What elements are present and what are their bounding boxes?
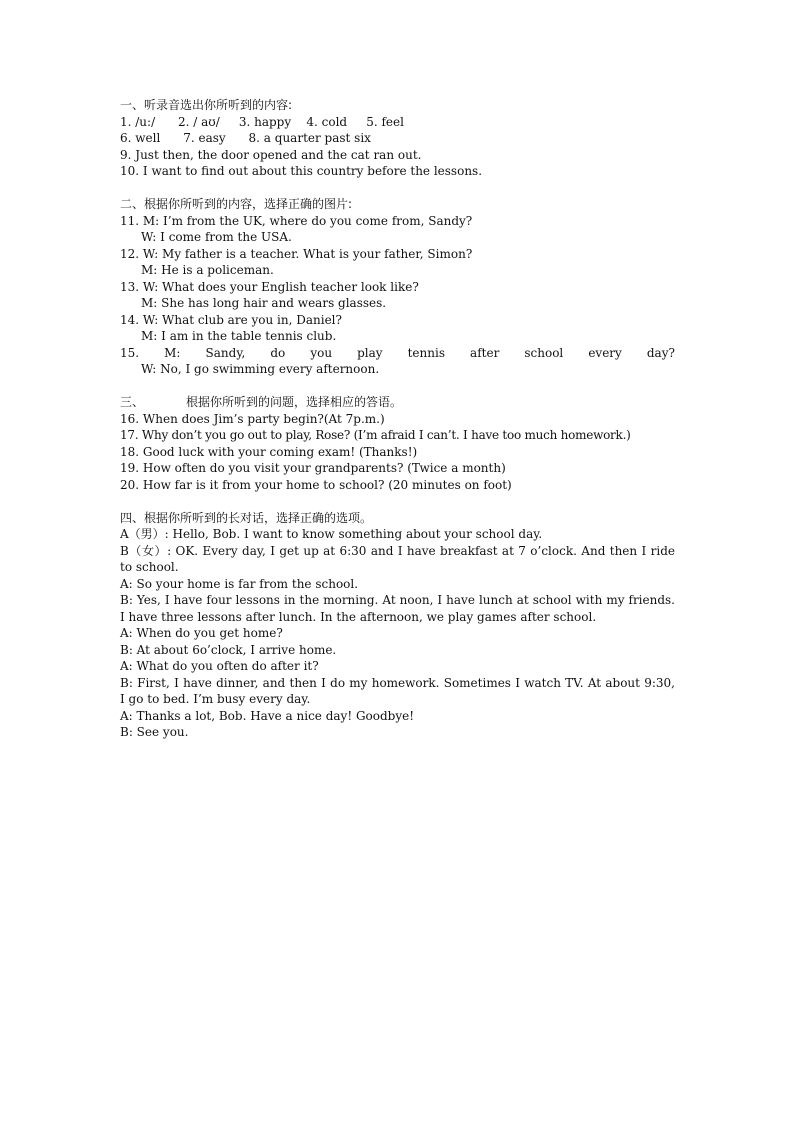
item15-word: you — [310, 345, 333, 360]
section2-item-15-question — [120, 345, 675, 362]
section1-line-2: 6. well 7. easy 8. a quarter past six — [120, 131, 371, 145]
section3-heading-text: 根据你所听到的问题，选择相应的答语。 — [186, 395, 403, 409]
section3-line-19: 19. How often do you visit your grandparents? (Twice a month) — [120, 461, 506, 475]
item15-word: 15. — [120, 345, 140, 360]
section2-item-13-question: 13. W: What does your English teacher look like? — [120, 279, 419, 294]
dialogue-line: B: At about 6o’clock, I arrive home. — [120, 642, 337, 657]
document-page — [120, 97, 675, 741]
section2-item-13-answer: M: She has long hair and wears glasses. — [141, 296, 387, 310]
section3-heading-prefix: 三、 — [120, 395, 145, 409]
section1-line-3: 9. Just then, the door opened and the cat ran out. — [120, 147, 422, 162]
item15-word: day? — [646, 345, 675, 360]
section3-line-20: 20. How far is it from your home to school? (20 minutes on foot) — [120, 477, 512, 492]
item15-word: M: — [164, 345, 181, 360]
section2-item-11-question: 11. M: I’m from the UK, where do you come from, Sandy? — [120, 213, 473, 228]
section2-item-14-question: 14. W: What club are you in, Daniel? — [120, 312, 342, 327]
item15-word: school — [524, 345, 564, 360]
section2-item-15-answer: W: No, I go swimming every afternoon. — [141, 362, 380, 376]
spacer — [120, 180, 675, 197]
item15-word: Sandy, — [205, 345, 246, 360]
dialogue-line: A（男）: Hello, Bob. I want to know something about your school day. — [120, 527, 543, 541]
section2-item-11-answer: W: I come from the USA. — [141, 230, 292, 244]
item15-word: every — [588, 345, 622, 360]
section3-heading — [120, 394, 675, 411]
dialogue-line: A: When do you get home? — [120, 626, 283, 640]
item15-word: play — [357, 345, 383, 360]
section3-line-18: 18. Good luck with your coming exam! (Thanks!) — [120, 444, 418, 459]
spacer — [120, 378, 675, 395]
section1-line-1: 1. /u:/ 2. / aʊ/ 3. happy 4. cold 5. feel — [120, 114, 404, 129]
item15-word: after — [470, 345, 500, 360]
dialogue-line: A: What do you often do after it? — [120, 659, 319, 673]
dialogue-line: A: So your home is far from the school. — [120, 576, 359, 591]
section1-line-4: 10. I want to find out about this country before the lessons. — [120, 164, 483, 178]
section2-item-12-answer: M: He is a policeman. — [141, 263, 274, 277]
section1-heading: 一、听录音选出你所听到的内容: — [120, 98, 293, 112]
spacer — [120, 493, 675, 510]
section2-item-12-question: 12. W: My father is a teacher. What is your father, Simon? — [120, 246, 473, 261]
item15-word: do — [270, 345, 286, 360]
section2-heading: 二、根据你所听到的内容，选择正确的图片: — [120, 197, 353, 211]
section3-line-16: 16. When does Jim’s party begin?(At 7p.m.) — [120, 411, 385, 426]
item15-word: tennis — [407, 345, 445, 360]
dialogue-line: B: First, I have dinner, and then I do my homework. Sometimes I watch TV. At about 9:30, I go to bed. I’m busy every day. — [120, 675, 675, 706]
section2-item-14-answer: M: I am in the table tennis club. — [141, 329, 337, 343]
dialogue-line: B: See you. — [120, 725, 189, 739]
section3-line-17: 17. Why don’t you go out to play, Rose? (I’m afraid I can’t. I have too much homework.) — [120, 428, 631, 442]
dialogue-line: A: Thanks a lot, Bob. Have a nice day! Goodbye! — [120, 708, 415, 723]
dialogue-line: B: Yes, I have four lessons in the morning. At noon, I have lunch at school with my friends. I have three lessons after lunch. In the afternoon, we play games after school. — [120, 593, 675, 624]
dialogue-line: B（女）: OK. Every day, I get up at 6:30 and I have breakfast at 7 o’clock. And then I ride to school. — [120, 543, 675, 574]
section4-heading: 四、根据你所听到的长对话，选择正确的选项。 — [120, 510, 373, 525]
